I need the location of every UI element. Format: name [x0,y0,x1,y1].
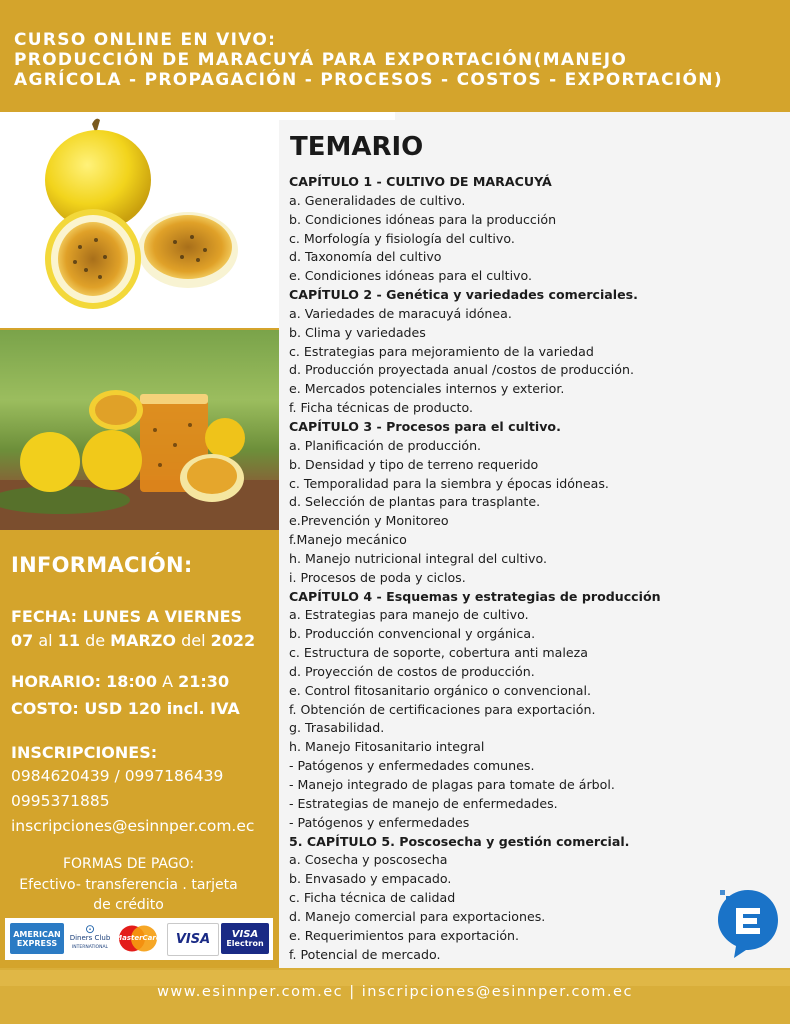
phone-number-2: 0995371885 [11,792,110,810]
amex-text-2: EXPRESS [16,938,58,948]
syllabus-item: c. Temporalidad para la siembra y épocas idóneas. [289,475,609,491]
syllabus-chapter: CAPÍTULO 3 - Procesos para el cultivo. [289,418,561,434]
syllabus-item: e. Mercados potenciales internos y exterior. [289,381,565,397]
syllabus-item: - Patógenos y enfermedades comunes. [289,758,535,774]
syllabus-item: d. Manejo comercial para exportaciones. [289,908,546,924]
date-month: MARZO [110,631,176,650]
course-title-line-2: PRODUCCIÓN DE MARACUYÁ PARA EXPORTACIÓN(MANEJO [14,50,628,70]
cost: COSTO: USD 120 incl. IVA [11,699,240,718]
syllabus-item: h. Manejo nutricional integral del cultivo. [289,550,547,566]
syllabus-item: f.Manejo mecánico [289,532,407,548]
schedule [11,672,229,691]
syllabus-item: b. Producción convencional y orgánica. [289,626,536,642]
juice-illustration [0,330,279,530]
phone-numbers: 0984620439 / 0997186439 [11,767,224,785]
passion-fruit-juice-photo [0,330,279,530]
syllabus-item: - Estrategias de manejo de enfermedades. [289,795,558,811]
syllabus-item: i. Procesos de poda y ciclos. [289,569,466,585]
date-de: de [85,631,106,650]
footer-contact[interactable]: www.esinnper.com.ec | inscripciones@esinnper.com.ec [157,984,633,1000]
syllabus-item: d. Proyección de costos de producción. [289,663,535,679]
syllabus-item: b. Envasado y empacado. [289,871,452,887]
syllabus-item: f. Obtención de certificaciones para exportación. [289,701,596,717]
header-divider [395,112,790,120]
syllabus-item: e.Prevención y Monitoreo [289,513,449,529]
visa-electron-text-1: VISA [231,928,259,940]
schedule-a: A [162,672,174,691]
syllabus-item: a. Planificación de producción. [289,437,482,453]
registration-label: INSCRIPCIONES: [11,743,158,762]
date-del: del [181,631,206,650]
visa-text: VISA [175,932,211,947]
syllabus-chapter: CAPÍTULO 2 - Genética y variedades comerciales. [289,287,638,303]
visa-logo [167,923,219,956]
syllabus-item: - Patógenos y enfermedades [289,814,470,830]
course-title-line-1: CURSO ONLINE EN VIVO: [14,30,277,50]
syllabus-item: c. Estructura de soporte, cobertura anti maleza [289,645,588,661]
course-title-line-3: AGRÍCOLA - PROPAGACIÓN - PROCESOS - COSTOS - EXPORTACIÓN) [14,70,723,90]
info-heading: INFORMACIÓN: [11,553,193,577]
syllabus-list [289,173,789,964]
syllabus-title: TEMARIO [290,132,424,162]
payment-title: FORMAS DE PAGO: [62,856,195,872]
syllabus-chapter: 5. CAPÍTULO 5. Poscosecha y gestión comercial. [289,833,630,849]
esinnper-logo-icon [716,886,780,960]
syllabus-item: f. Potencial de mercado. [289,946,441,962]
syllabus-item: f. Ficha técnicas de producto. [289,400,473,416]
diners-logo [68,923,112,954]
visa-electron-logo [221,923,269,954]
syllabus-item: a. Cosecha y poscosecha [289,852,448,868]
syllabus-item: a. Estrategias para manejo de cultivo. [289,607,529,623]
date-start-day: 07 [11,631,34,650]
syllabus-item: d. Producción proyectada anual /costos de producción. [289,362,634,378]
syllabus-item: d. Selección de plantas para trasplante. [289,494,541,510]
syllabus-item: c. Morfología y fisiología del cultivo. [289,230,515,246]
visa-electron-text-2: Electron [226,938,264,948]
syllabus-item: e. Condiciones idóneas para el cultivo. [289,268,533,284]
registration-email[interactable]: inscripciones@esinnper.com.ec [11,817,255,835]
mastercard-logo [115,923,161,954]
payment-methods-line-2: de crédito [93,897,164,913]
syllabus-chapter: CAPÍTULO 1 - CULTIVO DE MARACUYÁ [289,174,552,189]
diners-text-1: Diners Club [69,934,111,942]
course-title [14,30,784,90]
passion-fruit-photo [0,112,279,328]
syllabus-item: b. Condiciones idóneas para la producción [289,211,557,227]
amex-logo [10,923,64,954]
passion-fruit-illustration [0,112,279,328]
syllabus-item: h. Manejo Fitosanitario integral [289,739,485,755]
mastercard-text: MasterCard [115,934,161,942]
payment-cards [5,918,273,960]
syllabus-item: b. Clima y variedades [289,324,426,340]
syllabus-item: a. Generalidades de cultivo. [289,192,466,208]
syllabus-chapter: CAPÍTULO 4 - Esquemas y estrategias de producción [289,588,661,604]
syllabus-item: g. Trasabilidad. [289,720,385,736]
syllabus-item: b. Densidad y tipo de terreno requerido [289,456,539,472]
date-year: 2022 [210,631,256,650]
date-range [11,631,255,650]
schedule-end: 21:30 [178,672,230,691]
payment-methods-line-1: Efectivo- transferencia . tarjeta [19,877,238,893]
date-end-day: 11 [57,631,80,650]
schedule-start: 18:00 [106,672,157,691]
syllabus-item: - Manejo integrado de plagas para tomate de árbol. [289,777,615,792]
diners-text-2: INTERNATIONAL [71,945,109,950]
amex-text-1: AMERICAN [13,929,61,939]
syllabus-item: c. Ficha técnica de calidad [289,890,456,906]
diners-icon: ⊙ [84,922,96,936]
syllabus-item: c. Estrategias para mejoramiento de la variedad [289,343,594,359]
schedule-label: HORARIO: [11,672,101,691]
syllabus-item: a. Variedades de maracuyá idónea. [289,305,512,321]
syllabus-item: d. Taxonomía del cultivo [289,249,442,265]
syllabus-item: e. Requerimientos para exportación. [289,927,520,943]
syllabus-item: e. Control fitosanitario orgánico o convencional. [289,682,591,698]
date-label: FECHA: LUNES A VIERNES [11,607,243,626]
date-al: al [38,631,53,650]
